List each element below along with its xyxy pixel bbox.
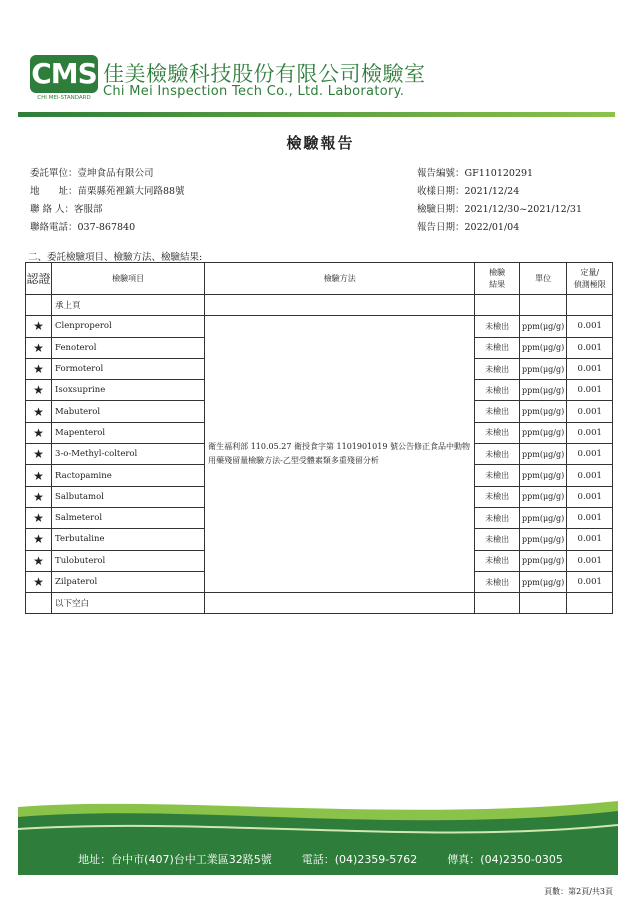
result-value: 未檢出 — [475, 507, 519, 528]
unit-value: ppm(μg/g) — [519, 401, 567, 422]
unit-value: ppm(μg/g) — [519, 316, 567, 337]
logo-standard-text: CHI MEI-STANDARD — [37, 95, 91, 101]
result-value: 未檢出 — [475, 550, 519, 571]
item-name: Salmeterol — [52, 507, 205, 528]
result-value: 未檢出 — [475, 358, 519, 379]
footer-address: 地址：台中市(407)台中工業區32路5號 — [78, 853, 272, 866]
info-value: 2021/12/30~2021/12/31 — [464, 204, 582, 215]
info-row-test-date — [417, 201, 582, 219]
limit-value: 0.001 — [567, 507, 613, 528]
certified-star-icon: ★ — [26, 358, 52, 379]
cell-empty — [475, 593, 519, 614]
result-value: 未檢出 — [475, 465, 519, 486]
unit-value: ppm(μg/g) — [519, 380, 567, 401]
item-name: Zilpaterol — [52, 571, 205, 592]
limit-value: 0.001 — [567, 316, 613, 337]
limit-value: 0.001 — [567, 529, 613, 550]
info-label: 地 址： — [30, 186, 78, 197]
item-name: Isoxsuprine — [52, 380, 205, 401]
result-value: 未檢出 — [475, 337, 519, 358]
cell-empty — [519, 593, 567, 614]
results-table — [25, 262, 613, 614]
unit-value: ppm(μg/g) — [519, 507, 567, 528]
certified-star-icon: ★ — [26, 316, 52, 337]
logo-mark: CMS — [30, 55, 98, 93]
result-value: 未檢出 — [475, 444, 519, 465]
result-value: 未檢出 — [475, 380, 519, 401]
unit-value: ppm(μg/g) — [519, 422, 567, 443]
section-title: 二、委託檢驗項目、檢驗方法、檢驗結果: — [28, 252, 203, 263]
item-name: 3-o-Methyl-colterol — [52, 444, 205, 465]
cell-empty — [519, 295, 567, 316]
info-row-client — [30, 165, 185, 183]
unit-value: ppm(μg/g) — [519, 337, 567, 358]
cell-empty — [26, 295, 52, 316]
cell-empty — [26, 593, 52, 614]
item-name: Formoterol — [52, 358, 205, 379]
cell-empty — [205, 295, 475, 316]
cell-empty — [567, 295, 613, 316]
info-value: 壹坤食品有限公司 — [77, 168, 154, 179]
table-row — [26, 316, 613, 337]
limit-value: 0.001 — [567, 337, 613, 358]
item-name: Mapenterol — [52, 422, 205, 443]
limit-value: 0.001 — [567, 550, 613, 571]
unit-value: ppm(μg/g) — [519, 550, 567, 571]
method-text: 衛生福利部 110.05.27 衛授食字第 1101901019 號公告修正食品中動物用藥殘留量檢驗方法-乙型受體素類多重殘留分析 — [205, 316, 475, 593]
footer-fax: 傳真：(04)2350-0305 — [447, 853, 563, 866]
certified-star-icon: ★ — [26, 422, 52, 443]
item-name: Clenproperol — [52, 316, 205, 337]
info-row-report-no — [417, 165, 582, 183]
info-label: 聯 絡 人： — [30, 204, 75, 215]
result-value: 未檢出 — [475, 316, 519, 337]
certified-star-icon: ★ — [26, 550, 52, 571]
continued-label: 承上頁 — [52, 295, 205, 316]
info-row-received — [417, 183, 582, 201]
certified-star-icon: ★ — [26, 571, 52, 592]
table-row-end — [26, 593, 613, 614]
header-item: 檢驗項目 — [52, 263, 205, 295]
certified-star-icon: ★ — [26, 337, 52, 358]
result-value: 未檢出 — [475, 401, 519, 422]
unit-value: ppm(μg/g) — [519, 571, 567, 592]
certified-star-icon: ★ — [26, 444, 52, 465]
info-value: 苗栗縣苑裡鎮大同路88號 — [77, 186, 185, 197]
cell-empty — [475, 295, 519, 316]
footer-contact — [0, 851, 641, 867]
company-name-cn: 佳美檢驗科技股份有限公司檢驗室 — [103, 62, 426, 86]
limit-value: 0.001 — [567, 358, 613, 379]
info-label: 委託單位： — [30, 168, 78, 179]
info-label: 收樣日期： — [417, 186, 465, 197]
company-name-en: Chi Mei Inspection Tech Co., Ltd. Laboratory. — [103, 84, 405, 99]
header-result: 檢驗 結果 — [475, 263, 519, 295]
limit-value: 0.001 — [567, 486, 613, 507]
info-label: 報告日期： — [417, 222, 465, 233]
item-name: Tulobuterol — [52, 550, 205, 571]
end-note: 以下空白 — [52, 593, 205, 614]
unit-value: ppm(μg/g) — [519, 465, 567, 486]
header-method: 檢驗方法 — [205, 263, 475, 295]
company-logo — [30, 55, 98, 99]
certified-star-icon: ★ — [26, 529, 52, 550]
certified-star-icon: ★ — [26, 507, 52, 528]
result-value: 未檢出 — [475, 571, 519, 592]
result-value: 未檢出 — [475, 486, 519, 507]
limit-value: 0.001 — [567, 380, 613, 401]
item-name: Fenoterol — [52, 337, 205, 358]
page-number: 頁數：第2頁/共3頁 — [544, 887, 613, 896]
report-info — [417, 165, 582, 237]
info-label: 聯絡電話： — [30, 222, 78, 233]
certified-star-icon: ★ — [26, 401, 52, 422]
unit-value: ppm(μg/g) — [519, 358, 567, 379]
limit-value: 0.001 — [567, 422, 613, 443]
info-label: 檢驗日期： — [417, 204, 465, 215]
item-name: Ractopamine — [52, 465, 205, 486]
info-label: 報告編號： — [417, 168, 465, 179]
footer-phone: 電話：(04)2359-5762 — [301, 853, 418, 866]
limit-value: 0.001 — [567, 465, 613, 486]
info-value: 2022/01/04 — [464, 222, 520, 233]
item-name: Mabuterol — [52, 401, 205, 422]
limit-value: 0.001 — [567, 571, 613, 592]
header-cert: 認證 — [26, 263, 52, 295]
info-value: GF110120291 — [464, 168, 534, 179]
info-value: 2021/12/24 — [464, 186, 520, 197]
header-divider — [18, 112, 615, 117]
item-name: Salbutamol — [52, 486, 205, 507]
info-value: 037-867840 — [77, 222, 136, 233]
unit-value: ppm(μg/g) — [519, 486, 567, 507]
unit-value: ppm(μg/g) — [519, 444, 567, 465]
cell-empty — [205, 593, 475, 614]
report-title: 檢驗報告 — [286, 134, 355, 152]
header-unit: 單位 — [519, 263, 567, 295]
info-row-contact — [30, 201, 185, 219]
cell-empty — [567, 593, 613, 614]
unit-value: ppm(μg/g) — [519, 529, 567, 550]
limit-value: 0.001 — [567, 444, 613, 465]
header-limit: 定量/ 偵測極限 — [567, 263, 613, 295]
info-value: 客服部 — [74, 204, 103, 215]
certified-star-icon: ★ — [26, 380, 52, 401]
table-row-continued — [26, 295, 613, 316]
certified-star-icon: ★ — [26, 486, 52, 507]
item-name: Terbutaline — [52, 529, 205, 550]
result-value: 未檢出 — [475, 422, 519, 443]
limit-value: 0.001 — [567, 401, 613, 422]
result-value: 未檢出 — [475, 529, 519, 550]
client-info — [30, 165, 185, 237]
info-row-phone — [30, 219, 185, 237]
certified-star-icon: ★ — [26, 465, 52, 486]
info-row-report-date — [417, 219, 582, 237]
table-header-row — [26, 263, 613, 295]
info-row-address — [30, 183, 185, 201]
